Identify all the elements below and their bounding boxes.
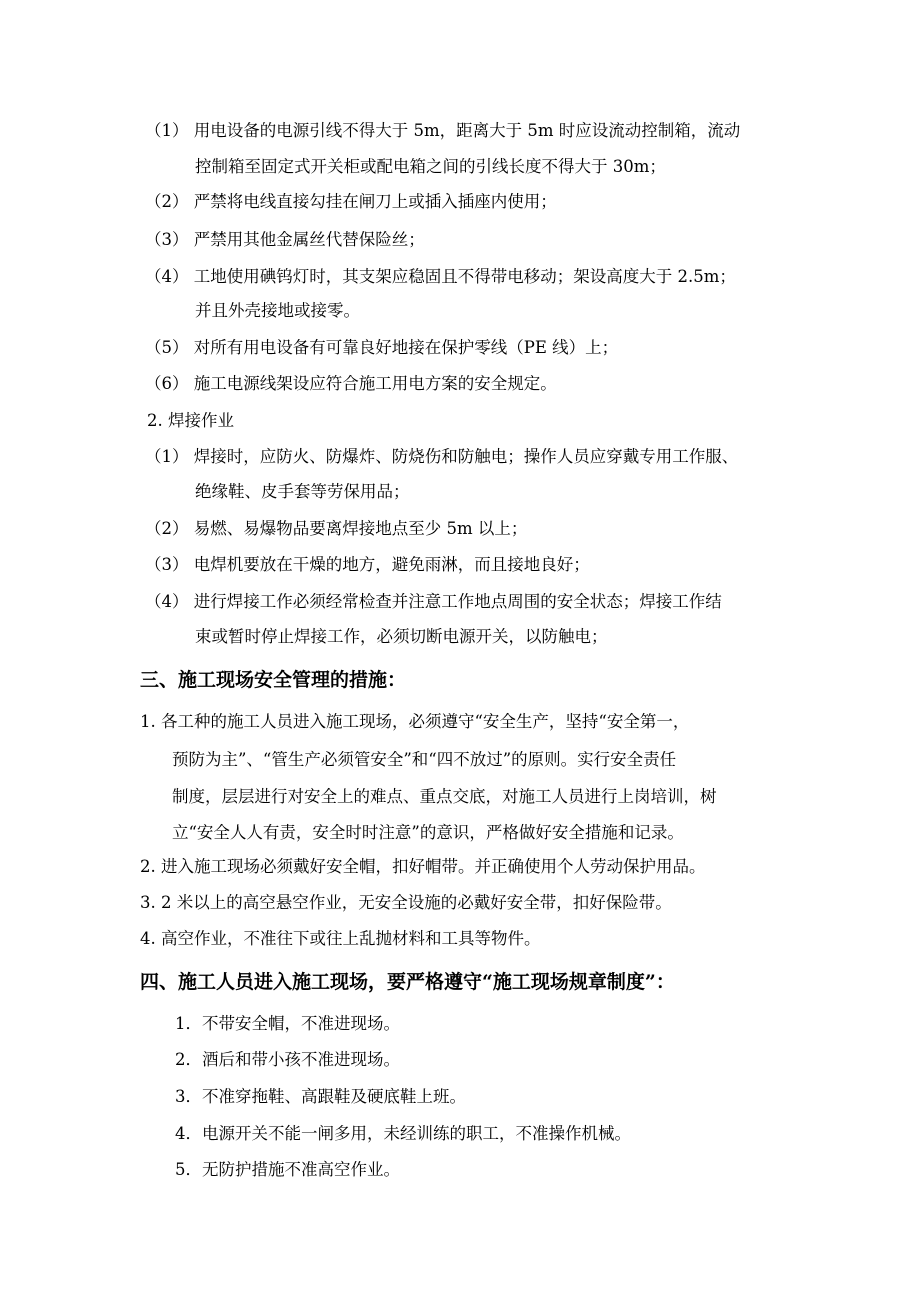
rule-item-3: 3．不准穿拖鞋、高跟鞋及硬底鞋上班。 [175, 1087, 466, 1106]
electric-item-1-cont: 控制箱至固定式开关柜或配电箱之间的引线长度不得大于 30m； [195, 157, 666, 176]
section-3-item-1-cont-1: 预防为主”、“管生产必须管安全”和“四不放过”的原则。实行安全责任 [172, 750, 677, 769]
electric-item-4-cont: 并且外壳接地或接零。 [195, 301, 360, 320]
section-3-item-1: 1. 各工种的施工人员进入施工现场，必须遵守“安全生产，坚持“安全第一， [140, 712, 690, 731]
rule-item-4: 4．电源开关不能一闸多用，未经训练的职工，不准操作机械。 [175, 1124, 631, 1143]
section-3-item-4: 4. 高空作业，不准往下或往上乱抛材料和工具等物件。 [140, 929, 541, 948]
welding-item-1-cont: 绝缘鞋、皮手套等劳保用品； [195, 482, 410, 501]
section-4-heading: 四、施工人员进入施工现场，要严格遵守“施工现场规章制度”： [140, 971, 675, 993]
electric-item-4: （4） 工地使用碘钨灯时，其支架应稳固且不得带电移动；架设高度大于 2.5m； [145, 267, 736, 286]
section-3-item-2: 2. 进入施工现场必须戴好安全帽，扣好帽带。并正确使用个人劳动保护用品。 [140, 857, 706, 876]
section-3-item-1-cont-3: 立“安全人人有责，安全时时注意”的意识，严格做好安全措施和记录。 [172, 823, 684, 842]
section-3-item-1-cont-2: 制度，层层进行对安全上的难点、重点交底，对施工人员进行上岗培训，树 [172, 787, 717, 806]
electric-item-5: （5） 对所有用电设备有可靠良好地接在保护零线（PE 线）上； [145, 338, 619, 357]
electric-item-3: （3） 严禁用其他金属丝代替保险丝； [145, 230, 425, 249]
section-3-item-3: 3. 2 米以上的高空悬空作业，无安全设施的必戴好安全带，扣好保险带。 [140, 893, 672, 912]
section-3-heading: 三、施工现场安全管理的措施： [140, 669, 407, 691]
welding-item-4: （4） 进行焊接工作必须经常检查并注意工作地点周围的安全状态；焊接工作结 [145, 592, 722, 611]
electric-item-6: （6） 施工电源线架设应符合施工用电方案的安全规定。 [145, 374, 557, 393]
rule-item-2: 2．酒后和带小孩不准进现场。 [175, 1050, 400, 1069]
welding-item-4-cont: 束或暂时停止焊接工作，必须切断电源开关，以防触电； [195, 627, 608, 646]
rule-item-1: 1．不带安全帽，不准进现场。 [175, 1014, 400, 1033]
welding-item-3: （3） 电焊机要放在干燥的地方，避免雨淋，而且接地良好； [145, 555, 590, 574]
rule-item-5: 5．无防护措施不准高空作业。 [175, 1160, 400, 1179]
welding-item-2: （2） 易燃、易爆物品要离焊接地点至少 5m 以上； [145, 519, 528, 538]
welding-title: 2. 焊接作业 [147, 411, 234, 430]
electric-item-2: （2） 严禁将电线直接勾挂在闸刀上或插入插座内使用； [145, 192, 557, 211]
welding-item-1: （1） 焊接时，应防火、防爆炸、防烧伤和防触电；操作人员应穿戴专用工作服、 [145, 447, 739, 466]
electric-item-1: （1） 用电设备的电源引线不得大于 5m，距离大于 5m 时应设流动控制箱，流动 [145, 121, 741, 140]
